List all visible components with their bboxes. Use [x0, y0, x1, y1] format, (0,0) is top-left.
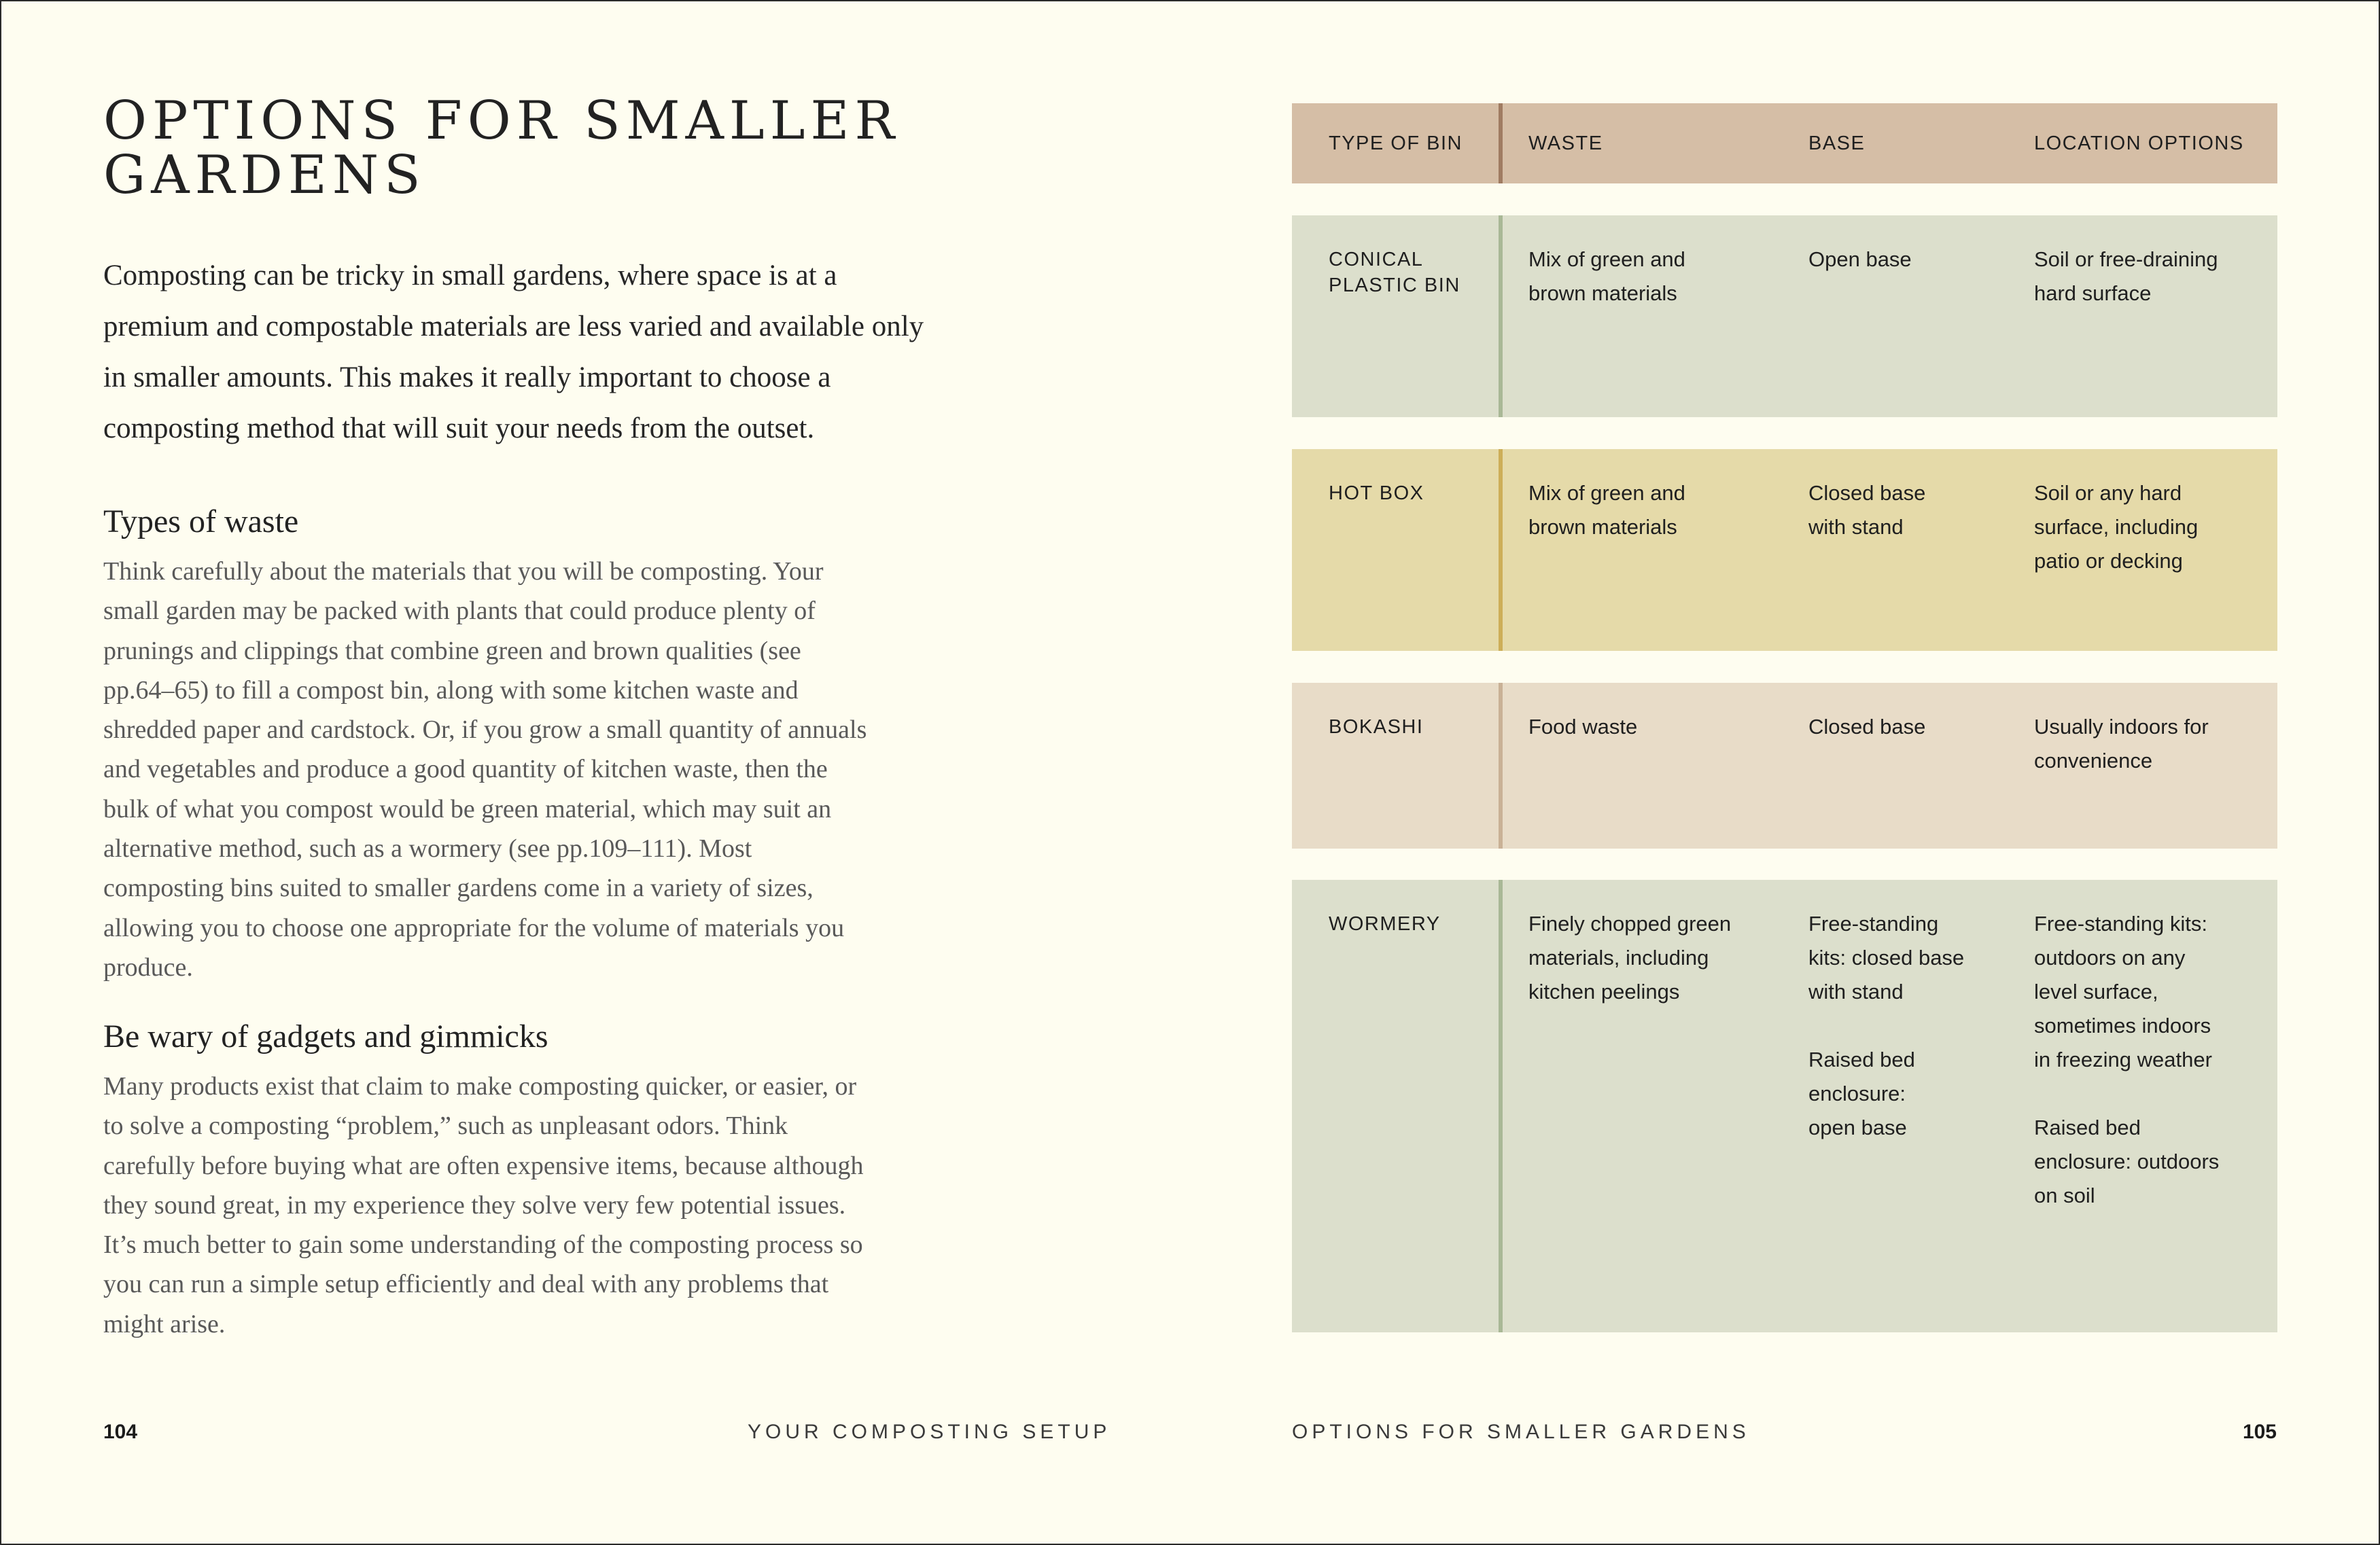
cell-waste: Finely chopped green materials, including kitchen peelings	[1528, 912, 1732, 1004]
header-type-of-bin: TYPE OF BIN	[1329, 132, 1463, 154]
header-location-options: LOCATION OPTIONS	[2034, 132, 2244, 154]
left-running-head: YOUR COMPOSTING SETUP	[748, 1421, 1111, 1443]
table-row-bokashi	[1292, 683, 2277, 849]
column-divider	[1499, 103, 1503, 183]
section-body-gadgets: Many products exist that claim to make composting quicker, or easier, or to solve a composting “problem,” such as unpleasant odors. Think carefully before buying what are often expensive items, because although they sound great, in my experience they solve very few potential issues. It’s much better to gain some understanding of the composting process so you can run a simple setup efficiently and deal with any problems that might arise.	[103, 1072, 864, 1338]
table-row-hot-box	[1292, 449, 2277, 651]
section-body-types-of-waste: Think carefully about the materials that you will be composting. Your small garden may be packed with plants that could produce plenty of prunings and clippings that combine green and brown qualities (see pp.64–65) to fill a compost bin, along with some kitchen waste and shredded paper and cardstock. Or, if you grow a small quantity of annuals and vegetables and produce a good quantity of kitchen waste, then the bulk of what you compost would be green material, which may suit an alternative method, such as a wormery (see pp.109–111). Most composting bins suited to smaller gardens come in a variety of sizes, allowing you to choose one appropriate for the volume of materials you produce.	[103, 557, 867, 982]
column-divider	[1499, 683, 1503, 849]
column-divider	[1499, 215, 1503, 417]
cell-location: Soil or free-draining hard surface	[2034, 247, 2218, 305]
cell-waste: Mix of green and brown materials	[1528, 481, 1685, 539]
cell-location: Soil or any hard surface, including patio or decking	[2034, 481, 2199, 573]
cell-location: Usually indoors for convenience	[2034, 715, 2209, 772]
cell-type: HOT BOX	[1329, 482, 1424, 504]
cell-location: Free-standing kits: outdoors on any level surface, sometimes indoors in freezing weather Raised bed enclosure: outdoors on soil	[2034, 912, 2220, 1207]
column-divider	[1499, 449, 1503, 651]
table-row-wormery	[1292, 880, 2277, 1332]
right-running-head: OPTIONS FOR SMALLER GARDENS	[1292, 1421, 1750, 1443]
section-heading-gadgets: Be wary of gadgets and gimmicks	[103, 1018, 548, 1054]
cell-waste: Mix of green and brown materials	[1528, 247, 1685, 305]
header-base: BASE	[1808, 132, 1866, 154]
header-waste: WASTE	[1528, 132, 1603, 154]
intro-paragraph: Composting can be tricky in small gardens, where space is at a premium and compostable materials are less varied and available only in smaller amounts. This makes it really important to choose a composting method that will suit your needs from the outset.	[103, 260, 924, 444]
cell-type: BOKASHI	[1329, 716, 1424, 738]
left-page-number: 104	[103, 1421, 138, 1443]
section-heading-types-of-waste: Types of waste	[103, 503, 299, 539]
cell-type: CONICAL PLASTIC BIN	[1329, 249, 1460, 296]
cell-base: Open base	[1808, 247, 1912, 271]
cell-type: WORMERY	[1329, 913, 1441, 935]
cell-base: Free-standing kits: closed base with stand Raised bed enclosure: open base	[1808, 912, 1965, 1139]
table-header-row	[1292, 103, 2277, 183]
page-title: OPTIONS FOR SMALLER GARDENS	[103, 90, 900, 206]
cell-base: Closed base with stand	[1808, 481, 1926, 539]
cell-base: Closed base	[1808, 715, 1926, 739]
right-page-number: 105	[2242, 1421, 2277, 1443]
column-divider	[1499, 880, 1503, 1332]
table-row-conical-plastic-bin	[1292, 215, 2277, 417]
cell-waste: Food waste	[1528, 715, 1638, 739]
